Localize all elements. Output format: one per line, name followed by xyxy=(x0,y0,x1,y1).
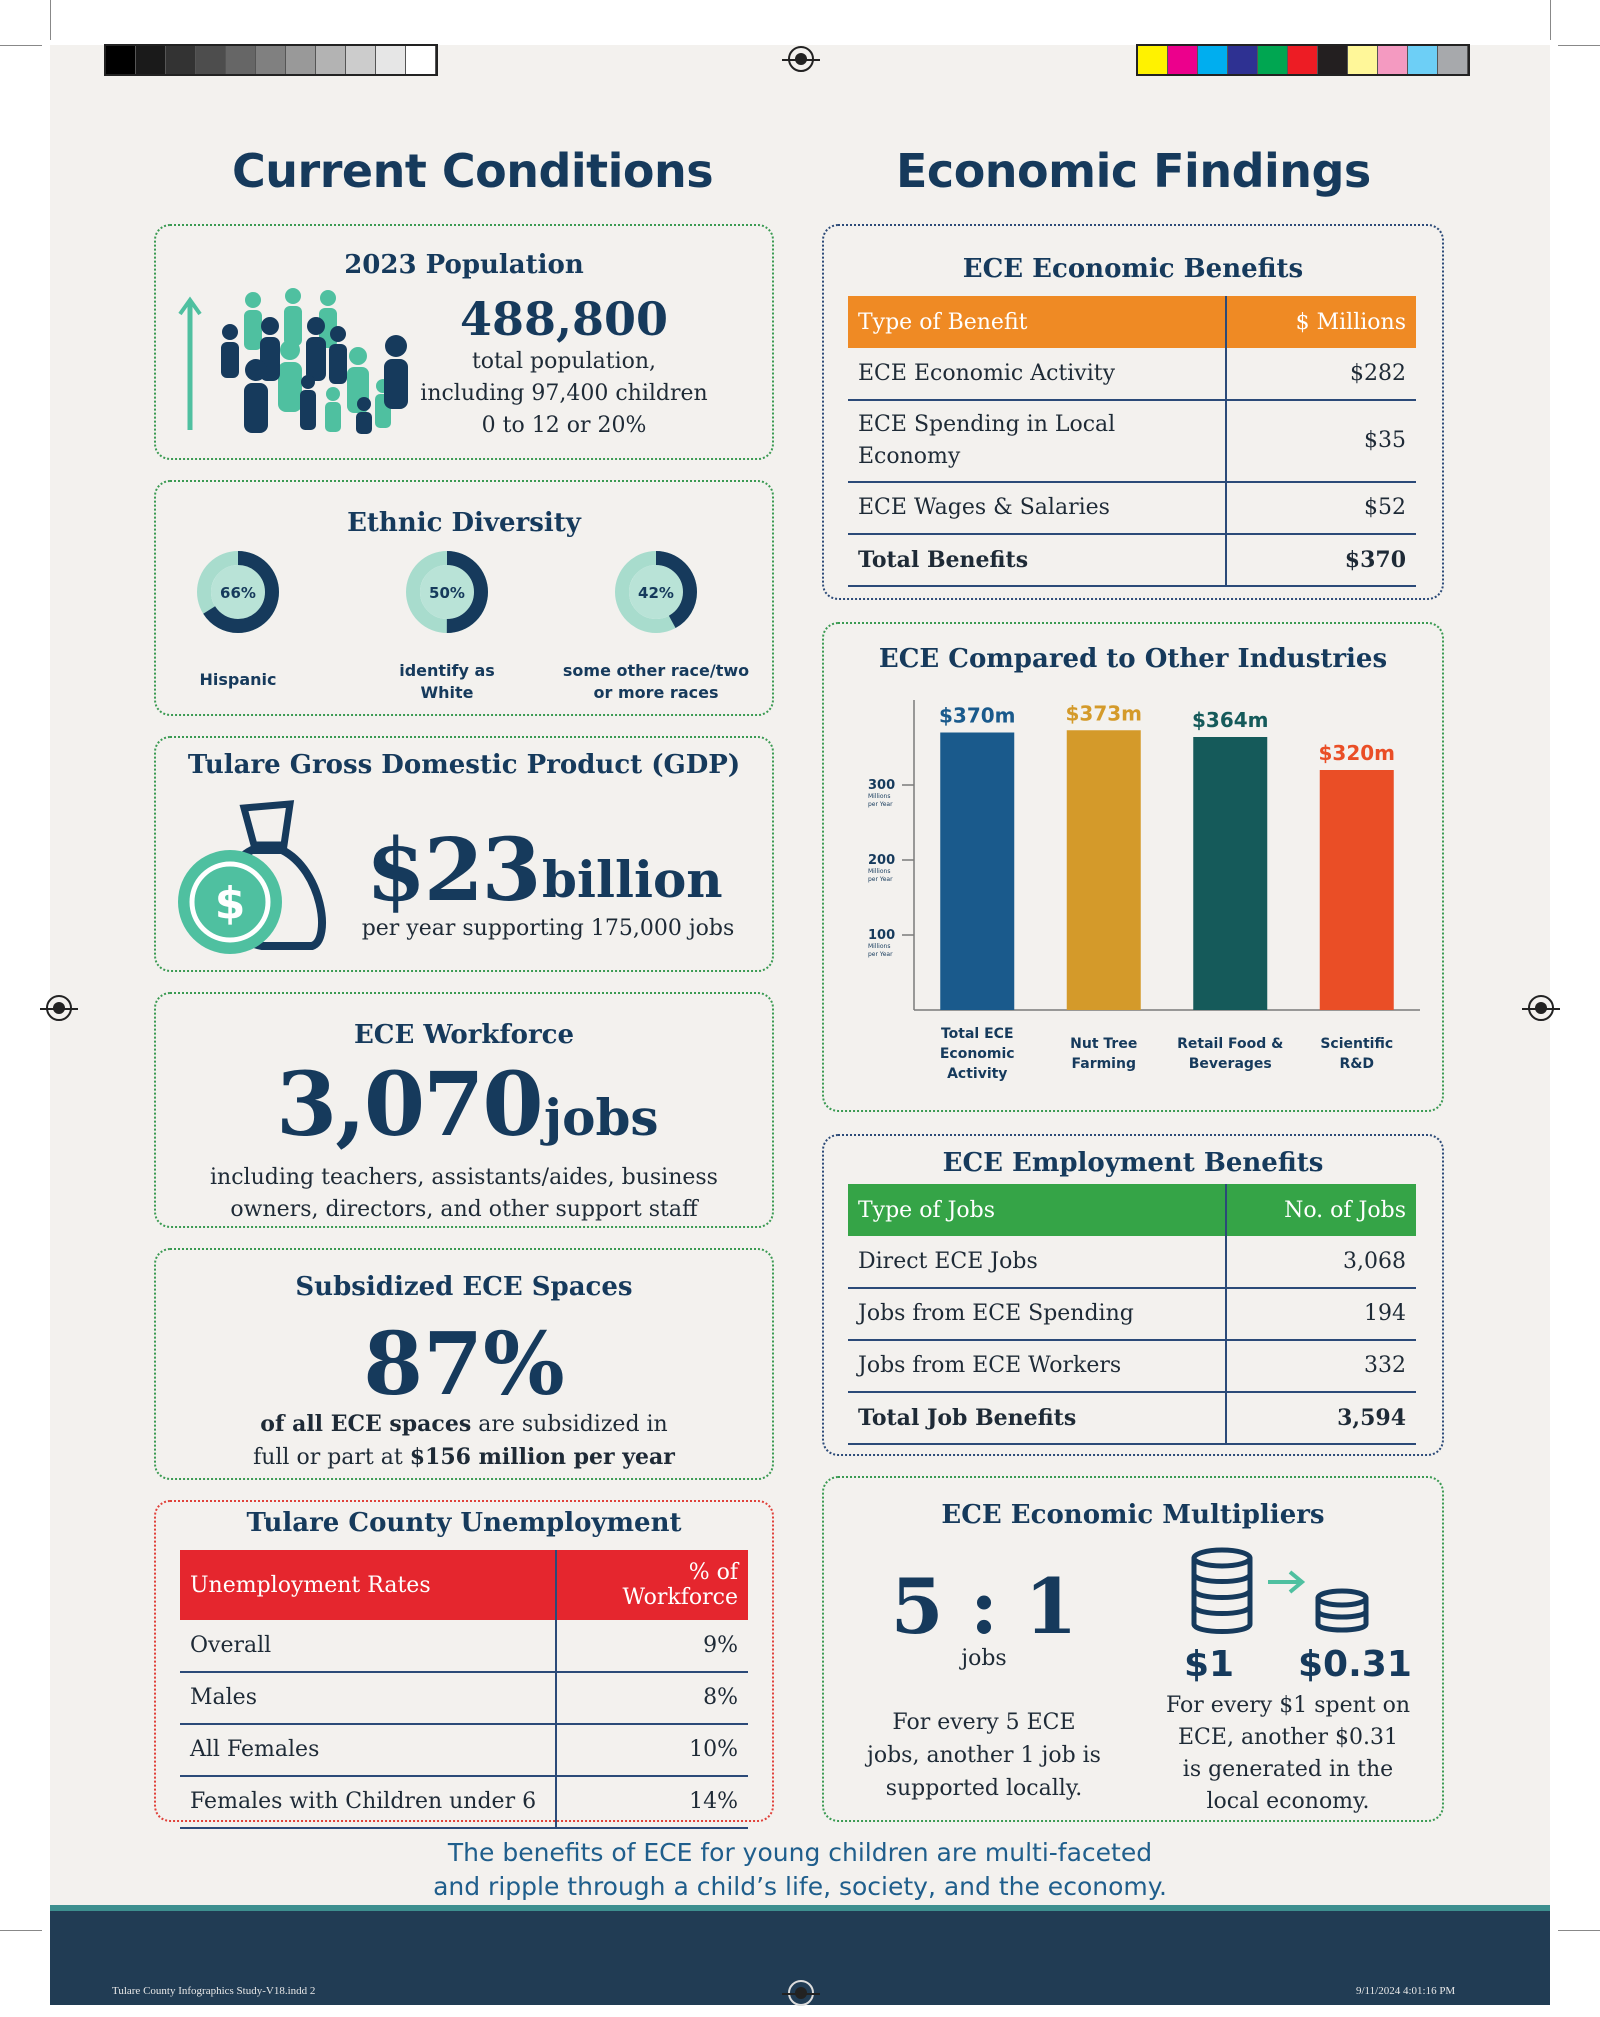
y-tick-unit: Millions xyxy=(868,793,891,800)
registration-mark-icon xyxy=(46,995,72,1021)
gray-swatch xyxy=(346,46,376,74)
gray-swatch xyxy=(376,46,406,74)
row-value: $282 xyxy=(1226,348,1416,400)
total-value: $370 xyxy=(1226,534,1416,586)
color-calibration-bar xyxy=(1136,44,1470,76)
caption-line: supported locally. xyxy=(885,1776,1083,1801)
tagline xyxy=(0,1836,1600,1904)
color-swatch xyxy=(1318,46,1348,74)
coin-stack-small-icon xyxy=(1318,1591,1366,1630)
caption-line: local economy. xyxy=(1206,1789,1370,1814)
population-number: 488,800 xyxy=(459,292,669,346)
caption-line: For every $1 spent on xyxy=(1165,1693,1411,1718)
table-row xyxy=(180,1776,748,1828)
gray-swatch xyxy=(106,46,136,74)
y-tick-unit: Millions xyxy=(868,868,891,875)
crop-mark xyxy=(1558,45,1600,46)
gdp-unit: billion xyxy=(542,850,723,909)
total-label: Total Benefits xyxy=(848,534,1226,586)
category-label: Nut Tree xyxy=(1070,1036,1138,1052)
color-swatch xyxy=(1198,46,1228,74)
donut-label xyxy=(546,660,766,704)
gray-swatch xyxy=(196,46,226,74)
row-value: 8% xyxy=(556,1672,748,1724)
table-row xyxy=(180,1672,748,1724)
workforce-title: ECE Workforce xyxy=(353,1020,575,1050)
gray-swatch xyxy=(316,46,346,74)
industry-bar-chart xyxy=(840,684,1430,1104)
industry-comparison-title: ECE Compared to Other Industries xyxy=(878,644,1388,674)
color-swatch xyxy=(1378,46,1408,74)
table-row xyxy=(180,1724,748,1776)
donut-percent: 66% xyxy=(220,584,256,602)
subsidized-bold-text: $156 million per year xyxy=(409,1444,675,1470)
category-label: Retail Food & xyxy=(1177,1036,1284,1052)
category-label: Activity xyxy=(947,1066,1008,1082)
crop-mark xyxy=(0,1930,42,1931)
row-label: ECE Spending in Local Economy xyxy=(848,400,1226,482)
tagline-line: The benefits of ECE for young children are multi-faceted xyxy=(447,1838,1153,1867)
svg-text:$: $ xyxy=(214,878,246,929)
table-row xyxy=(848,1288,1416,1340)
crop-mark xyxy=(0,45,42,46)
dollar-generated: $0.31 xyxy=(1298,1644,1412,1685)
color-swatch xyxy=(1288,46,1318,74)
y-tick-unit: per Year xyxy=(868,951,893,958)
table-row xyxy=(180,1620,748,1672)
footer-timestamp: 9/11/2024 4:01:16 PM xyxy=(1356,1985,1456,1997)
bar xyxy=(1067,730,1141,1010)
table-row xyxy=(848,482,1416,534)
color-swatch xyxy=(1258,46,1288,74)
population-title: 2023 Population xyxy=(344,250,584,280)
subsidized-caption xyxy=(176,1408,752,1474)
crop-mark xyxy=(1550,0,1551,40)
row-value: $52 xyxy=(1226,482,1416,534)
category-label: Farming xyxy=(1071,1056,1136,1072)
total-value: 3,594 xyxy=(1226,1392,1416,1444)
subsidized-caption-line xyxy=(176,1408,752,1441)
table-header: Type of Jobs xyxy=(848,1184,1226,1236)
unemployment-table xyxy=(180,1550,748,1829)
row-label: Females with Children under 6 xyxy=(180,1776,556,1828)
grayscale-calibration-bar xyxy=(104,44,438,76)
table-total-row xyxy=(848,534,1416,586)
color-swatch xyxy=(1348,46,1378,74)
gray-swatch xyxy=(226,46,256,74)
donut-label-line: identify as xyxy=(399,661,495,680)
coin-stack-large-icon xyxy=(1194,1550,1250,1632)
money-bag-icon xyxy=(172,790,342,960)
y-tick-unit: per Year xyxy=(868,876,893,883)
table-row xyxy=(848,400,1416,482)
registration-mark-icon xyxy=(788,46,814,72)
unemployment-title: Tulare County Unemployment xyxy=(246,1508,682,1538)
economic-benefits-table xyxy=(848,296,1416,587)
bar-value-label: $320m xyxy=(1318,741,1396,765)
bar-value-label: $373m xyxy=(1065,701,1143,726)
color-swatch xyxy=(1408,46,1438,74)
table-header: Unemployment Rates xyxy=(180,1550,556,1620)
bar xyxy=(1320,770,1394,1010)
gray-swatch xyxy=(256,46,286,74)
workforce-caption xyxy=(176,1162,752,1226)
gray-swatch xyxy=(166,46,196,74)
row-value: 332 xyxy=(1226,1340,1416,1392)
donut-label-line: some other race/two xyxy=(562,661,750,680)
gray-swatch xyxy=(136,46,166,74)
employment-benefits-title: ECE Employment Benefits xyxy=(942,1148,1324,1178)
tagline-line: and ripple through a child’s life, society, and the economy. xyxy=(433,1872,1167,1901)
donut-label xyxy=(367,660,527,704)
gdp-amount: $23 xyxy=(366,820,540,921)
y-tick-label: 300 xyxy=(868,778,896,793)
color-swatch xyxy=(1138,46,1168,74)
workforce-number: 3,070 xyxy=(276,1052,542,1156)
row-label: Jobs from ECE Workers xyxy=(848,1340,1226,1392)
subsidized-title: Subsidized ECE Spaces xyxy=(295,1272,633,1302)
bar xyxy=(1193,737,1267,1010)
donut-label-line: or more races xyxy=(593,683,719,702)
row-label: Males xyxy=(180,1672,556,1724)
dollar-spent: $1 xyxy=(1184,1644,1235,1685)
row-value: 14% xyxy=(556,1776,748,1828)
registration-mark-icon xyxy=(1528,995,1554,1021)
footer-stripe xyxy=(50,1905,1550,1911)
subsidized-text: are subsidized in xyxy=(471,1412,668,1437)
table-row xyxy=(848,1340,1416,1392)
row-value: 194 xyxy=(1226,1288,1416,1340)
table-header: No. of Jobs xyxy=(1226,1184,1416,1236)
table-header: % of Workforce xyxy=(556,1550,748,1620)
workforce-card xyxy=(154,992,774,1228)
y-tick-label: 100 xyxy=(868,928,896,943)
category-label: Scientific xyxy=(1320,1036,1394,1052)
current-conditions-heading: Current Conditions xyxy=(232,144,714,198)
gdp-card xyxy=(154,736,774,972)
total-label: Total Job Benefits xyxy=(848,1392,1226,1444)
category-label: R&D xyxy=(1339,1056,1375,1072)
row-label: ECE Wages & Salaries xyxy=(848,482,1226,534)
job-multiplier-ratio: 5 : 1 xyxy=(890,1562,1078,1651)
donut-percent: 42% xyxy=(638,584,674,602)
gray-swatch xyxy=(286,46,316,74)
ethnic-diversity-card xyxy=(154,480,774,716)
workforce-caption-line: owners, directors, and other support staff xyxy=(230,1197,698,1222)
color-swatch xyxy=(1168,46,1198,74)
subsidized-bold-text: of all ECE spaces xyxy=(260,1411,472,1437)
caption-line: jobs, another 1 job is xyxy=(867,1743,1101,1768)
color-swatch xyxy=(1228,46,1258,74)
table-row xyxy=(848,1236,1416,1288)
arrow-right-icon xyxy=(1268,1572,1302,1592)
population-card xyxy=(154,224,774,460)
subsidized-text: full or part at xyxy=(253,1445,410,1470)
caption-line: is generated in the xyxy=(1182,1757,1394,1782)
bar-value-label: $364m xyxy=(1191,708,1269,732)
job-multiplier-caption xyxy=(854,1706,1114,1805)
subsidized-card xyxy=(154,1248,774,1480)
job-multiplier-unit: jobs xyxy=(961,1646,1007,1671)
coin-transfer-graphic xyxy=(1184,1544,1384,1644)
row-label: Direct ECE Jobs xyxy=(848,1236,1226,1288)
bar xyxy=(940,733,1014,1011)
table-header: Type of Benefit xyxy=(848,296,1226,348)
economic-findings-heading: Economic Findings xyxy=(896,144,1371,198)
color-swatch xyxy=(1438,46,1468,74)
footer-file-label: Tulare County Infographics Study-V18.indd 2 xyxy=(112,1985,316,1997)
population-caption xyxy=(414,346,714,442)
subsidized-percent: 87% xyxy=(363,1314,565,1415)
caption-line: ECE, another $0.31 xyxy=(1178,1725,1398,1750)
dollar-multiplier-caption xyxy=(1150,1690,1426,1818)
row-value: $35 xyxy=(1226,400,1416,482)
y-tick-unit: per Year xyxy=(868,801,893,808)
bar-value-label: $370m xyxy=(938,703,1016,728)
row-label: ECE Economic Activity xyxy=(848,348,1226,400)
employment-benefits-table xyxy=(848,1184,1416,1445)
population-caption-line: including 97,400 children xyxy=(420,381,708,406)
table-header: $ Millions xyxy=(1226,296,1416,348)
table-row xyxy=(848,348,1416,400)
family-group-icon xyxy=(178,286,418,436)
crop-mark xyxy=(1558,1930,1600,1931)
row-label: Jobs from ECE Spending xyxy=(848,1288,1226,1340)
table-total-row xyxy=(848,1392,1416,1444)
ethnic-diversity-title: Ethnic Diversity xyxy=(347,508,581,538)
registration-mark-icon xyxy=(788,1980,814,2006)
multipliers-card xyxy=(822,1476,1444,1822)
donut-percent: 50% xyxy=(429,584,465,602)
y-tick-unit: Millions xyxy=(868,943,891,950)
donut-label: Hispanic xyxy=(199,670,277,689)
caption-line: For every 5 ECE xyxy=(892,1710,1076,1735)
row-value: 9% xyxy=(556,1620,748,1672)
row-value: 10% xyxy=(556,1724,748,1776)
workforce-unit: jobs xyxy=(544,1088,659,1147)
category-label: Economic xyxy=(939,1046,1015,1062)
multipliers-title: ECE Economic Multipliers xyxy=(941,1500,1325,1530)
gdp-title: Tulare Gross Domestic Product (GDP) xyxy=(187,750,741,780)
gdp-caption: per year supporting 175,000 jobs xyxy=(361,916,735,941)
industry-comparison-card xyxy=(822,622,1444,1112)
y-tick-label: 200 xyxy=(868,853,896,868)
row-label: Overall xyxy=(180,1620,556,1672)
donut-label-line: White xyxy=(420,683,474,702)
workforce-caption-line: including teachers, assistants/aides, business xyxy=(210,1165,718,1190)
economic-benefits-title: ECE Economic Benefits xyxy=(962,254,1304,284)
row-label: All Females xyxy=(180,1724,556,1776)
population-caption-line: 0 to 12 or 20% xyxy=(481,413,647,438)
category-label: Total ECE xyxy=(940,1026,1014,1042)
category-label: Beverages xyxy=(1188,1056,1272,1072)
subsidized-caption-line xyxy=(176,1441,752,1474)
crop-mark xyxy=(50,0,51,40)
gray-swatch xyxy=(406,46,436,74)
row-value: 3,068 xyxy=(1226,1236,1416,1288)
population-caption-line: total population, xyxy=(471,349,657,374)
